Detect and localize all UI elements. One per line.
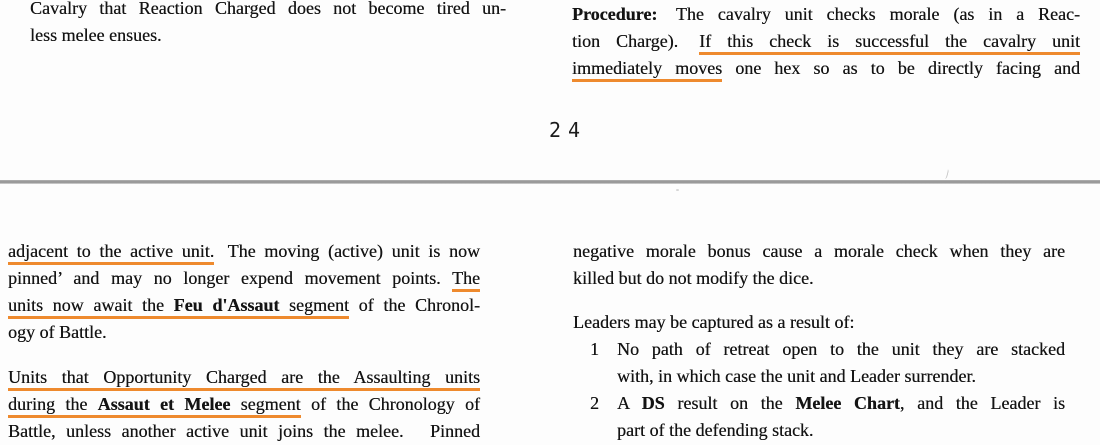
text-line	[572, 28, 1080, 55]
text-line	[8, 364, 480, 391]
underlined-text: If this check is successful the cavalry unit	[699, 31, 1080, 55]
text-segment: The moving (active) unit is now	[219, 241, 480, 261]
page-number: 24	[549, 118, 588, 142]
underlined-text: adjacent to the active unit.	[8, 241, 214, 265]
paragraph-opportunity-charge-2	[8, 364, 480, 445]
text-segment: ogy of Battle.	[8, 322, 107, 342]
list-item-text	[617, 336, 1065, 390]
text-segment: A	[617, 393, 642, 413]
text-line	[8, 238, 480, 265]
text-segment: Leaders may be captured as a result of:	[573, 312, 855, 332]
underlined-text: segment	[279, 295, 349, 319]
underlined-text: Assaut et Melee	[98, 394, 231, 418]
underlined-text: The	[452, 268, 480, 292]
text-segment: part of the defending stack.	[617, 420, 814, 440]
leaders-captured-list	[573, 336, 1065, 444]
scan-artifact	[943, 169, 949, 180]
page25-right-column	[573, 238, 1065, 444]
text-segment: with, in which case the unit and Leader surrender.	[617, 366, 976, 386]
paragraph-leaders-captured	[573, 309, 1065, 336]
page25-left-column	[8, 238, 480, 445]
text-segment: less melee ensues.	[30, 25, 162, 45]
text-line	[8, 292, 480, 319]
text-segment: Battle, unless another active unit joins the melee.	[8, 421, 404, 441]
text-segment: Melee Chart	[795, 393, 900, 413]
text-segment: of the Chronology of	[300, 394, 480, 414]
list-item	[573, 336, 1065, 390]
text-line	[617, 417, 1065, 444]
text-line	[573, 265, 1065, 292]
text-line	[8, 391, 480, 418]
paragraph-morale-bonus	[573, 238, 1065, 292]
text-line	[30, 0, 506, 22]
paragraph-opportunity-charge-1	[8, 238, 480, 346]
scan-speck	[676, 189, 679, 191]
text-line	[8, 319, 480, 346]
text-segment: Pinned	[419, 421, 480, 441]
text-line	[572, 1, 1080, 28]
text-line	[617, 390, 1065, 417]
text-segment: of the Chronol-	[349, 295, 480, 315]
underlined-text: units now await the	[8, 295, 174, 319]
page24-right-column	[572, 1, 1080, 82]
list-item	[573, 390, 1065, 444]
underlined-text: Units that Opportunity Charged are the Assaulting units	[8, 367, 480, 391]
text-line	[573, 238, 1065, 265]
text-line	[617, 363, 1065, 390]
underlined-text: Feu d'Assaut	[174, 295, 280, 319]
text-segment: killed but do not modify the dice.	[573, 268, 814, 288]
page-divider	[0, 180, 1100, 184]
text-segment: negative morale bonus cause a morale check when they are	[573, 241, 1065, 261]
page24-left-column	[30, 0, 506, 49]
text-segment: DS	[641, 393, 665, 413]
text-line	[572, 55, 1080, 82]
text-segment: No path of retreat open to the unit they are stacked	[617, 339, 1065, 359]
underlined-text: immediately moves	[572, 58, 722, 82]
text-segment: one hex so as to be directly facing and	[722, 58, 1081, 78]
text-line	[8, 265, 480, 292]
text-segment: pinned’ and may no longer expend movement points.	[8, 268, 453, 288]
text-line	[8, 418, 480, 445]
underlined-text: during the	[8, 394, 98, 418]
list-item-number: 2	[590, 393, 599, 413]
text-segment: tion Charge).	[572, 31, 695, 51]
text-segment: result on the	[664, 393, 796, 413]
text-line	[30, 22, 506, 49]
text-line	[573, 309, 1065, 336]
text-segment: , and the Leader is	[899, 393, 1065, 413]
text-segment: Cavalry that Reaction Charged does not become tired un-	[30, 0, 506, 18]
underlined-text: segment	[230, 394, 300, 418]
list-item-text	[617, 390, 1065, 444]
list-item-number: 1	[590, 339, 599, 359]
text-segment: Procedure:	[572, 4, 658, 24]
text-line	[617, 336, 1065, 363]
text-segment: The cavalry unit checks morale (as in a Reac-	[662, 4, 1080, 24]
